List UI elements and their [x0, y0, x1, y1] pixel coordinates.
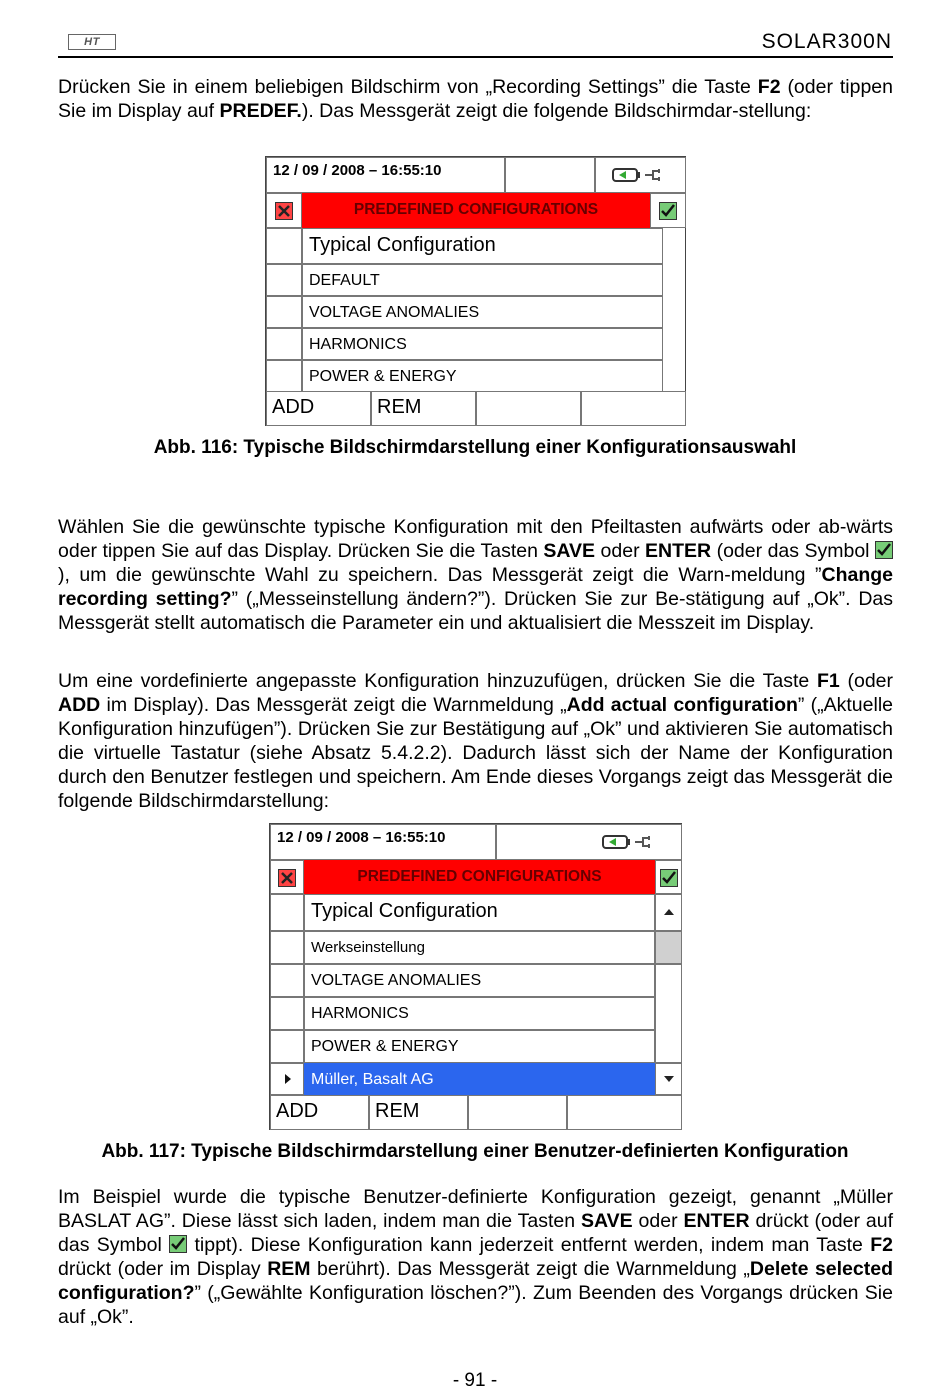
- typical-config-header: Typical Configuration: [304, 894, 655, 931]
- config-row[interactable]: POWER & ENERGY: [302, 360, 663, 392]
- title-bar: PREDEFINED CONFIGURATIONS: [302, 193, 650, 228]
- add-button[interactable]: ADD: [266, 391, 371, 426]
- f3-button[interactable]: [476, 391, 581, 426]
- figure-caption-117: Abb. 117: Typische Bildschirmdarstellung einer Benutzer-definierten Konfiguration: [101, 1141, 849, 1162]
- scrollbar-track[interactable]: [655, 931, 682, 964]
- predefined-config-screen-2: [269, 823, 682, 1130]
- config-row[interactable]: Werkseinstellung: [304, 931, 655, 964]
- battery-plug-icon: [611, 165, 671, 185]
- product-name: SOLAR300N: [761, 30, 892, 53]
- page-number: - 91 -: [452, 1370, 498, 1391]
- config-row[interactable]: HARMONICS: [304, 997, 655, 1030]
- title-bar: PREDEFINED CONFIGURATIONS: [304, 860, 655, 894]
- row-pointer-icon: [285, 1074, 291, 1084]
- f4-button[interactable]: [567, 1095, 682, 1130]
- f3-button[interactable]: [468, 1095, 567, 1130]
- confirm-check-icon[interactable]: [659, 202, 677, 220]
- figure-caption-116: Abb. 116: Typische Bildschirmdarstellung einer Konfigurationsauswahl: [153, 437, 797, 458]
- rem-button[interactable]: REM: [369, 1095, 468, 1130]
- config-row[interactable]: POWER & ENERGY: [304, 1030, 655, 1063]
- select-paragraph: Wählen Sie die gewünschte typische Konfiguration mit den Pfeiltasten aufwärts oder ab-wärts oder tippen Sie auf das Display. Drücken Sie die Tasten SAVE oder ENTER (oder das Symbol ), um die gewünschte Wahl zu speichern. Das Messgerät zeigt die Warn-meldung ”Change recording setting?” („Messeinstellung ändern?”). Drücken Sie zur Be-stätigung auf „Ok”. Das Messgerät stellt automatisch die Parameter ein und aktualisiert die Messzeit im Display.: [58, 516, 893, 634]
- datetime: 12 / 09 / 2008 – 16:55:10: [270, 824, 496, 860]
- f4-button[interactable]: [581, 391, 686, 426]
- scroll-up-button[interactable]: [655, 894, 682, 931]
- example-paragraph: Im Beispiel wurde die typische Benutzer-definierte Konfiguration gezeigt, genannt „Müller BASLAT AG”. Diese lässt sich laden, indem man die Tasten SAVE oder ENTER drückt (oder auf das Symbol tippt). Diese Konfiguration kann jederzeit entfernt werden, indem man Taste F2 drückt (oder im Display REM berührt). Das Messgerät zeigt die Warnmeldung „Delete selected configuration?” („Gewählte Konfiguration löschen?”). Zum Beenden des Vorgangs drücken Sie auf „Ok”.: [58, 1186, 894, 1328]
- add-paragraph: Um eine vordefinierte angepasste Konfiguration hinzuzufügen, drücken Sie die Taste F1 (oder ADD im Display). Das Messgerät zeigt die Warnmeldung „Add actual configuration” („Aktuelle Konfiguration hinzufügen”). Drücken Sie zur Bestätigung auf „Ok” und aktivieren Sie automatisch die virtuelle Tastatur (siehe Absatz 5.4.2.2). Dadurch lässt sich der Name der Konfiguration durch den Benutzer festlegen und speichern. Am Ende dieses Vorgangs zeigt das Messgerät die folgende Bildschirmdarstellung:: [58, 670, 894, 812]
- confirm-check-icon: [169, 1235, 187, 1253]
- header-rule: [58, 56, 893, 58]
- scroll-down-icon: [664, 1076, 674, 1082]
- close-icon[interactable]: [275, 202, 293, 220]
- rem-button[interactable]: REM: [371, 391, 476, 426]
- close-icon[interactable]: [278, 869, 296, 887]
- intro-paragraph: Drücken Sie in einem beliebigen Bildschirm von „Recording Settings” die Taste F2 (oder tippen Sie im Display auf PREDEF.). Das Messgerät zeigt die folgende Bildschirmdar-stellung:: [58, 76, 893, 122]
- config-row[interactable]: DEFAULT: [302, 264, 663, 296]
- datetime: 12 / 09 / 2008 – 16:55:10: [266, 157, 505, 193]
- typical-config-header: Typical Configuration: [302, 228, 663, 264]
- config-row[interactable]: HARMONICS: [302, 328, 663, 360]
- add-button[interactable]: ADD: [270, 1095, 369, 1130]
- scroll-up-icon: [664, 909, 674, 915]
- confirm-check-icon: [875, 541, 893, 559]
- scroll-down-button[interactable]: [655, 1063, 682, 1095]
- config-row[interactable]: VOLTAGE ANOMALIES: [302, 296, 663, 328]
- ht-logo: HT: [68, 34, 116, 50]
- config-row[interactable]: VOLTAGE ANOMALIES: [304, 964, 655, 997]
- confirm-check-icon[interactable]: [660, 869, 678, 887]
- predefined-config-screen-1: [265, 156, 686, 426]
- battery-plug-icon: [601, 832, 661, 852]
- selected-config-row[interactable]: Müller, Basalt AG: [304, 1063, 655, 1095]
